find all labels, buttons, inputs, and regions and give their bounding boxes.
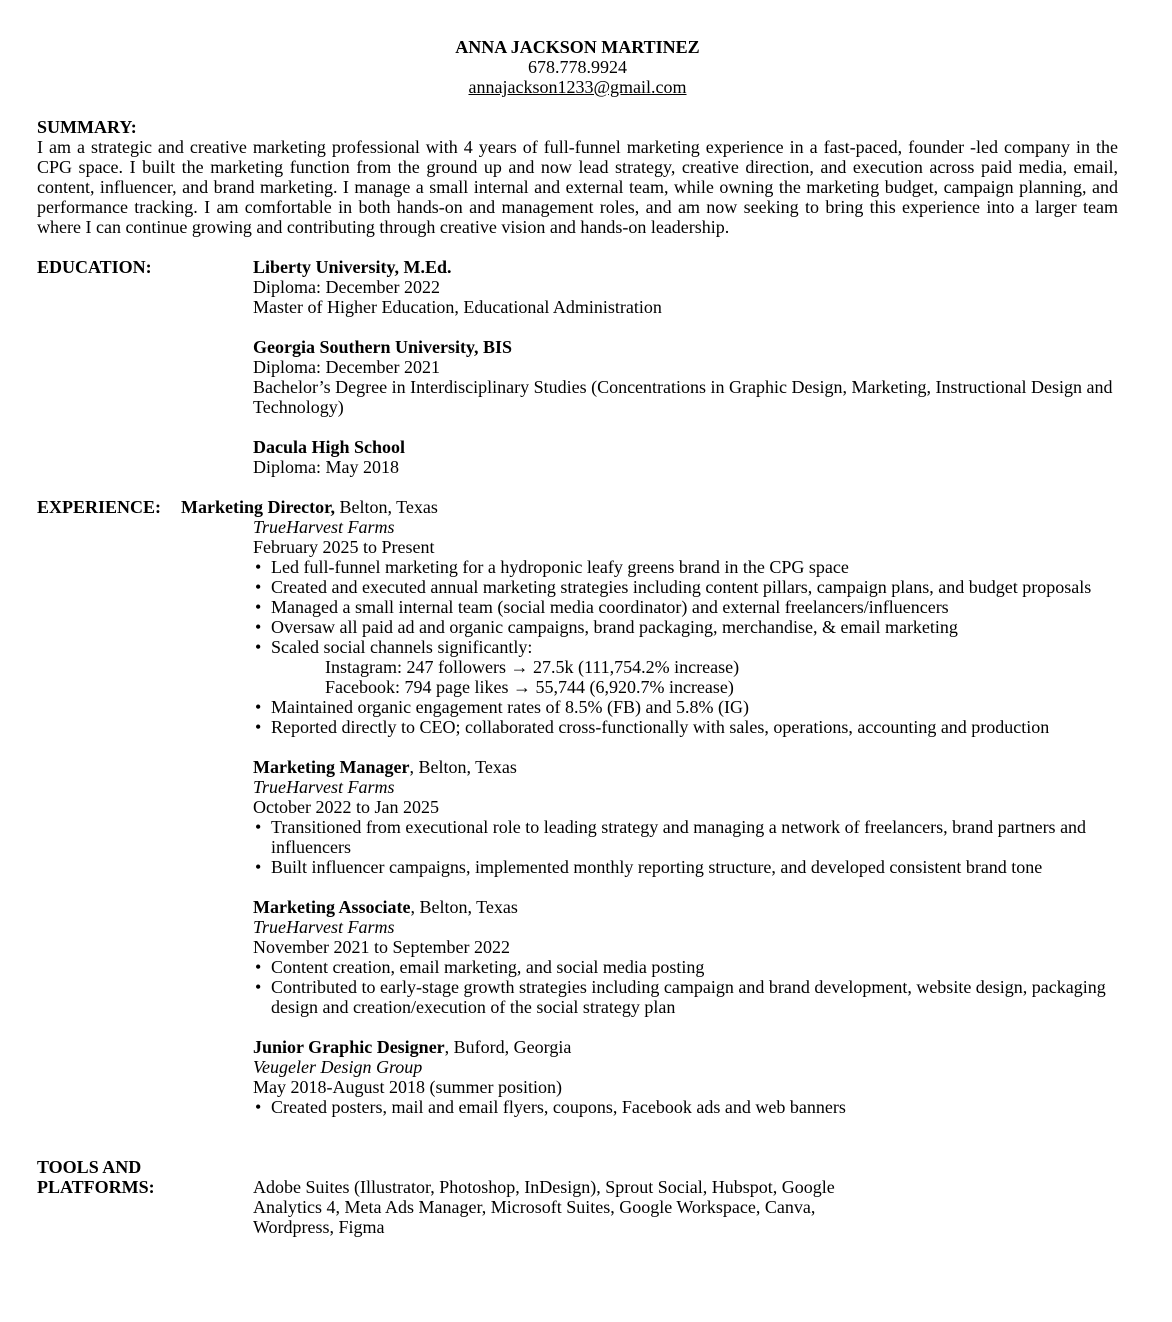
list-item: • Scaled social channels significantly: bbox=[253, 637, 1118, 657]
education-school: Dacula High School bbox=[253, 437, 406, 457]
education-line: Bachelor’s Degree in Interdisciplinary Studies (Concentrations in Graphic Design, Marketing, Instructional Design and Technology) bbox=[253, 377, 1113, 417]
tools-heading bbox=[37, 1157, 253, 1237]
job-title: Marketing Manager bbox=[253, 757, 410, 777]
experience-section bbox=[37, 497, 1118, 1117]
job-location: Belton, Texas bbox=[334, 497, 438, 517]
tools-heading-line: TOOLS AND bbox=[37, 1157, 142, 1177]
job-entry bbox=[37, 497, 1118, 517]
list-item: • Created and executed annual marketing strategies including content pillars, campaign plans, and budget proposals bbox=[253, 577, 1118, 597]
education-line: Diploma: May 2018 bbox=[253, 457, 399, 477]
education-line: Diploma: December 2022 bbox=[253, 277, 440, 297]
list-item: • Content creation, email marketing, and social media posting bbox=[253, 957, 1118, 977]
job-title: Marketing Associate bbox=[253, 897, 411, 917]
job-title: Junior Graphic Designer bbox=[253, 1037, 445, 1057]
job-location: , Buford, Georgia bbox=[444, 1037, 572, 1057]
list-item: • Oversaw all paid ad and organic campaigns, brand packaging, merchandise, & email marketing bbox=[253, 617, 1118, 637]
job-company: Veugeler Design Group bbox=[253, 1057, 423, 1077]
job-entry bbox=[253, 757, 1118, 877]
experience-heading: EXPERIENCE: bbox=[37, 497, 162, 517]
education-heading: EDUCATION: bbox=[37, 257, 152, 277]
job-dates: February 2025 to Present bbox=[253, 537, 435, 557]
job-location: , Belton, Texas bbox=[409, 757, 517, 777]
list-item: • Led full-funnel marketing for a hydroponic leafy greens brand in the CPG space bbox=[253, 557, 1118, 577]
job-dates: November 2021 to September 2022 bbox=[253, 937, 510, 957]
job-bullets bbox=[253, 557, 1118, 657]
job-dates: October 2022 to Jan 2025 bbox=[253, 797, 439, 817]
social-stat: Facebook: 794 page likes → 55,744 (6,920.7% increase) bbox=[325, 677, 734, 697]
resume-header bbox=[37, 37, 1118, 97]
tools-section bbox=[37, 1157, 1118, 1237]
education-school: Georgia Southern University, BIS bbox=[253, 337, 513, 357]
summary-text: I am a strategic and creative marketing professional with 4 years of full-funnel marketing experience in a fast-paced, founder -led company in the CPG space. I built the marketing function from the ground up and now lead strategy, creative direction, and execution across paid media, email, content, influencer, and brand marketing. I manage a small internal and external team, while owning the marketing budget, campaign planning, and performance tracking. I am comfortable in both hands-on and management roles, and am now seeking to bring this experience into a larger team where I can continue growing and contributing through creative vision and hands-on leadership. bbox=[37, 137, 1118, 237]
job-company: TrueHarvest Farms bbox=[253, 777, 395, 797]
list-item: • Reported directly to CEO; collaborated cross-functionally with sales, operations, accounting and production bbox=[253, 717, 1118, 737]
education-section bbox=[37, 257, 1118, 477]
job-company: TrueHarvest Farms bbox=[253, 917, 395, 937]
list-item: • Managed a small internal team (social media coordinator) and external freelancers/influencers bbox=[253, 597, 1118, 617]
tools-list: Adobe Suites (Illustrator, Photoshop, InDesign), Sprout Social, Hubspot, Google Analytics 4, Meta Ads Manager, Microsoft Suites, Google Workspace, Canva, Wordpress, Figma bbox=[253, 1177, 835, 1237]
job-dates: May 2018-August 2018 (summer position) bbox=[253, 1077, 562, 1097]
list-item: • Contributed to early-stage growth strategies including campaign and brand development, website design, packaging design and creation/execution of the social strategy plan bbox=[253, 977, 1118, 1017]
list-item: • Transitioned from executional role to leading strategy and managing a network of freelancers, brand partners and influencers bbox=[253, 817, 1118, 857]
education-line: Diploma: December 2021 bbox=[253, 357, 440, 377]
education-line: Master of Higher Education, Educational Administration bbox=[253, 297, 662, 317]
list-item: • Built influencer campaigns, implemented monthly reporting structure, and developed consistent brand tone bbox=[253, 857, 1118, 877]
education-school: Liberty University, M.Ed. bbox=[253, 257, 452, 277]
phone-number: 678.778.9924 bbox=[528, 57, 627, 77]
job-bullets bbox=[253, 1097, 1118, 1117]
job-bullets bbox=[253, 817, 1118, 877]
job-title: Marketing Director, bbox=[181, 497, 335, 517]
job-entry bbox=[253, 1037, 1118, 1117]
tools-heading-line: PLATFORMS: bbox=[37, 1177, 155, 1197]
social-stat: Instagram: 247 followers → 27.5k (111,754.2% increase) bbox=[325, 657, 740, 677]
job-entry bbox=[253, 897, 1118, 1017]
list-item: • Created posters, mail and email flyers, coupons, Facebook ads and web banners bbox=[253, 1097, 1118, 1117]
list-item: • Maintained organic engagement rates of 8.5% (FB) and 5.8% (IG) bbox=[253, 697, 1118, 717]
summary-heading: SUMMARY: bbox=[37, 117, 137, 137]
email-link[interactable]: annajackson1233@gmail.com bbox=[468, 77, 687, 97]
candidate-name: ANNA JACKSON MARTINEZ bbox=[455, 37, 700, 57]
job-bullets bbox=[253, 957, 1118, 1017]
job-location: , Belton, Texas bbox=[410, 897, 518, 917]
job-bullets bbox=[253, 697, 1118, 737]
job-company: TrueHarvest Farms bbox=[253, 517, 395, 537]
resume-page bbox=[37, 37, 1118, 1237]
